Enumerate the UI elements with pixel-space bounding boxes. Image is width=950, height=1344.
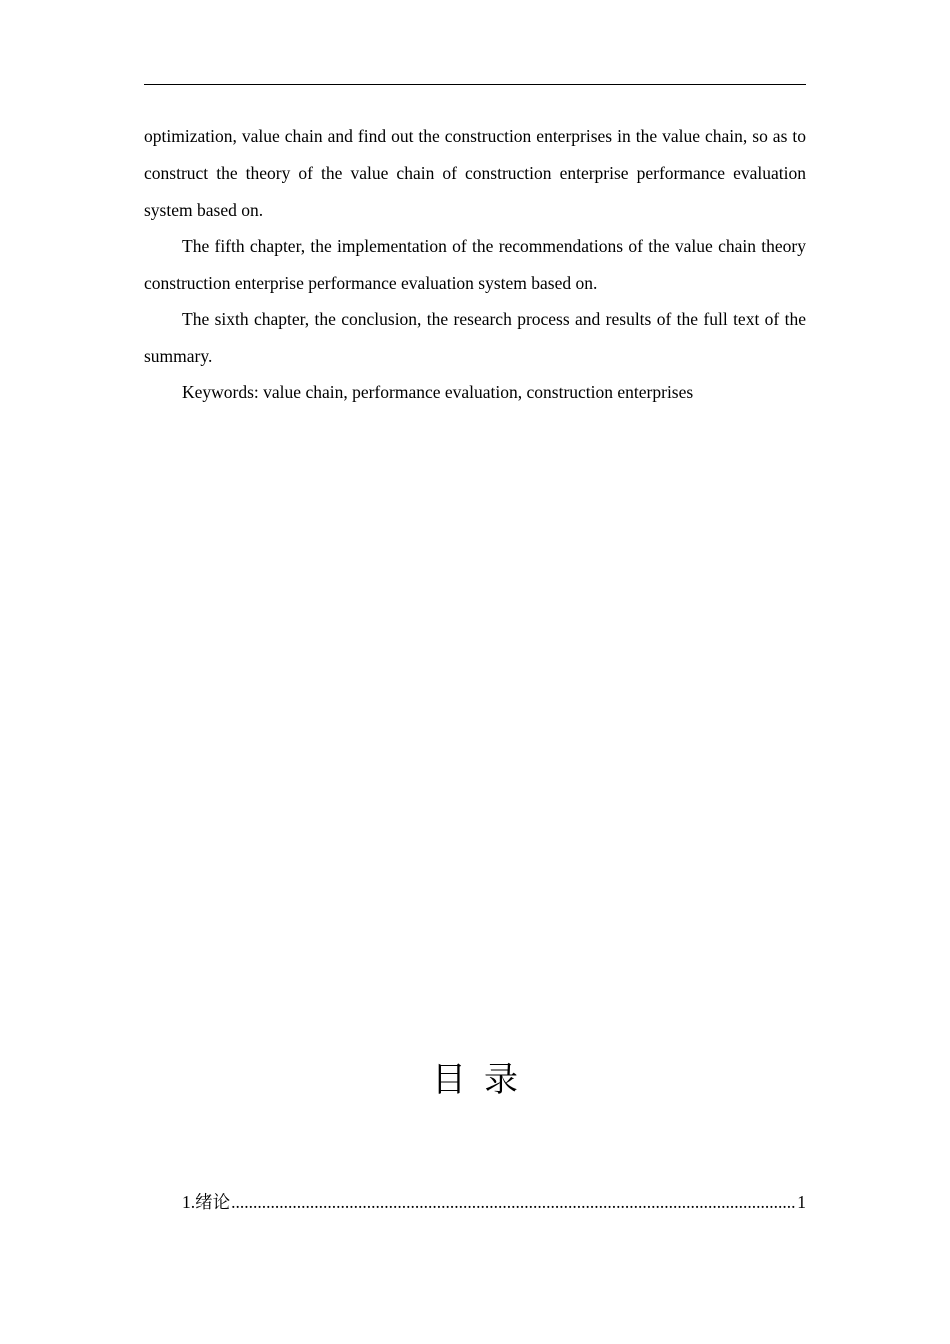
- document-body: [144, 118, 806, 411]
- toc-entry-page: 1: [797, 1192, 806, 1212]
- keywords-line: Keywords: value chain, performance evaluation, construction enterprises: [182, 382, 694, 402]
- paragraph-fifth-chapter: The fifth chapter, the implementation of the recommendations of the value chain theory construction enterprise performance evaluation system based on.: [144, 236, 806, 293]
- paragraph-continued: optimization, value chain and find out the construction enterprises in the value chain, so as to construct the theory of the value chain of construction enterprise performance evaluation system based on.: [144, 126, 806, 220]
- header-rule: [144, 84, 806, 85]
- toc-dot-leader: [231, 1188, 796, 1216]
- toc-entry-label: 1.绪论: [182, 1192, 231, 1212]
- toc-entry[interactable]: [182, 1188, 806, 1216]
- paragraph-sixth-chapter: The sixth chapter, the conclusion, the research process and results of the full text of the summary.: [144, 309, 806, 366]
- toc-title: 目录: [432, 1060, 536, 1100]
